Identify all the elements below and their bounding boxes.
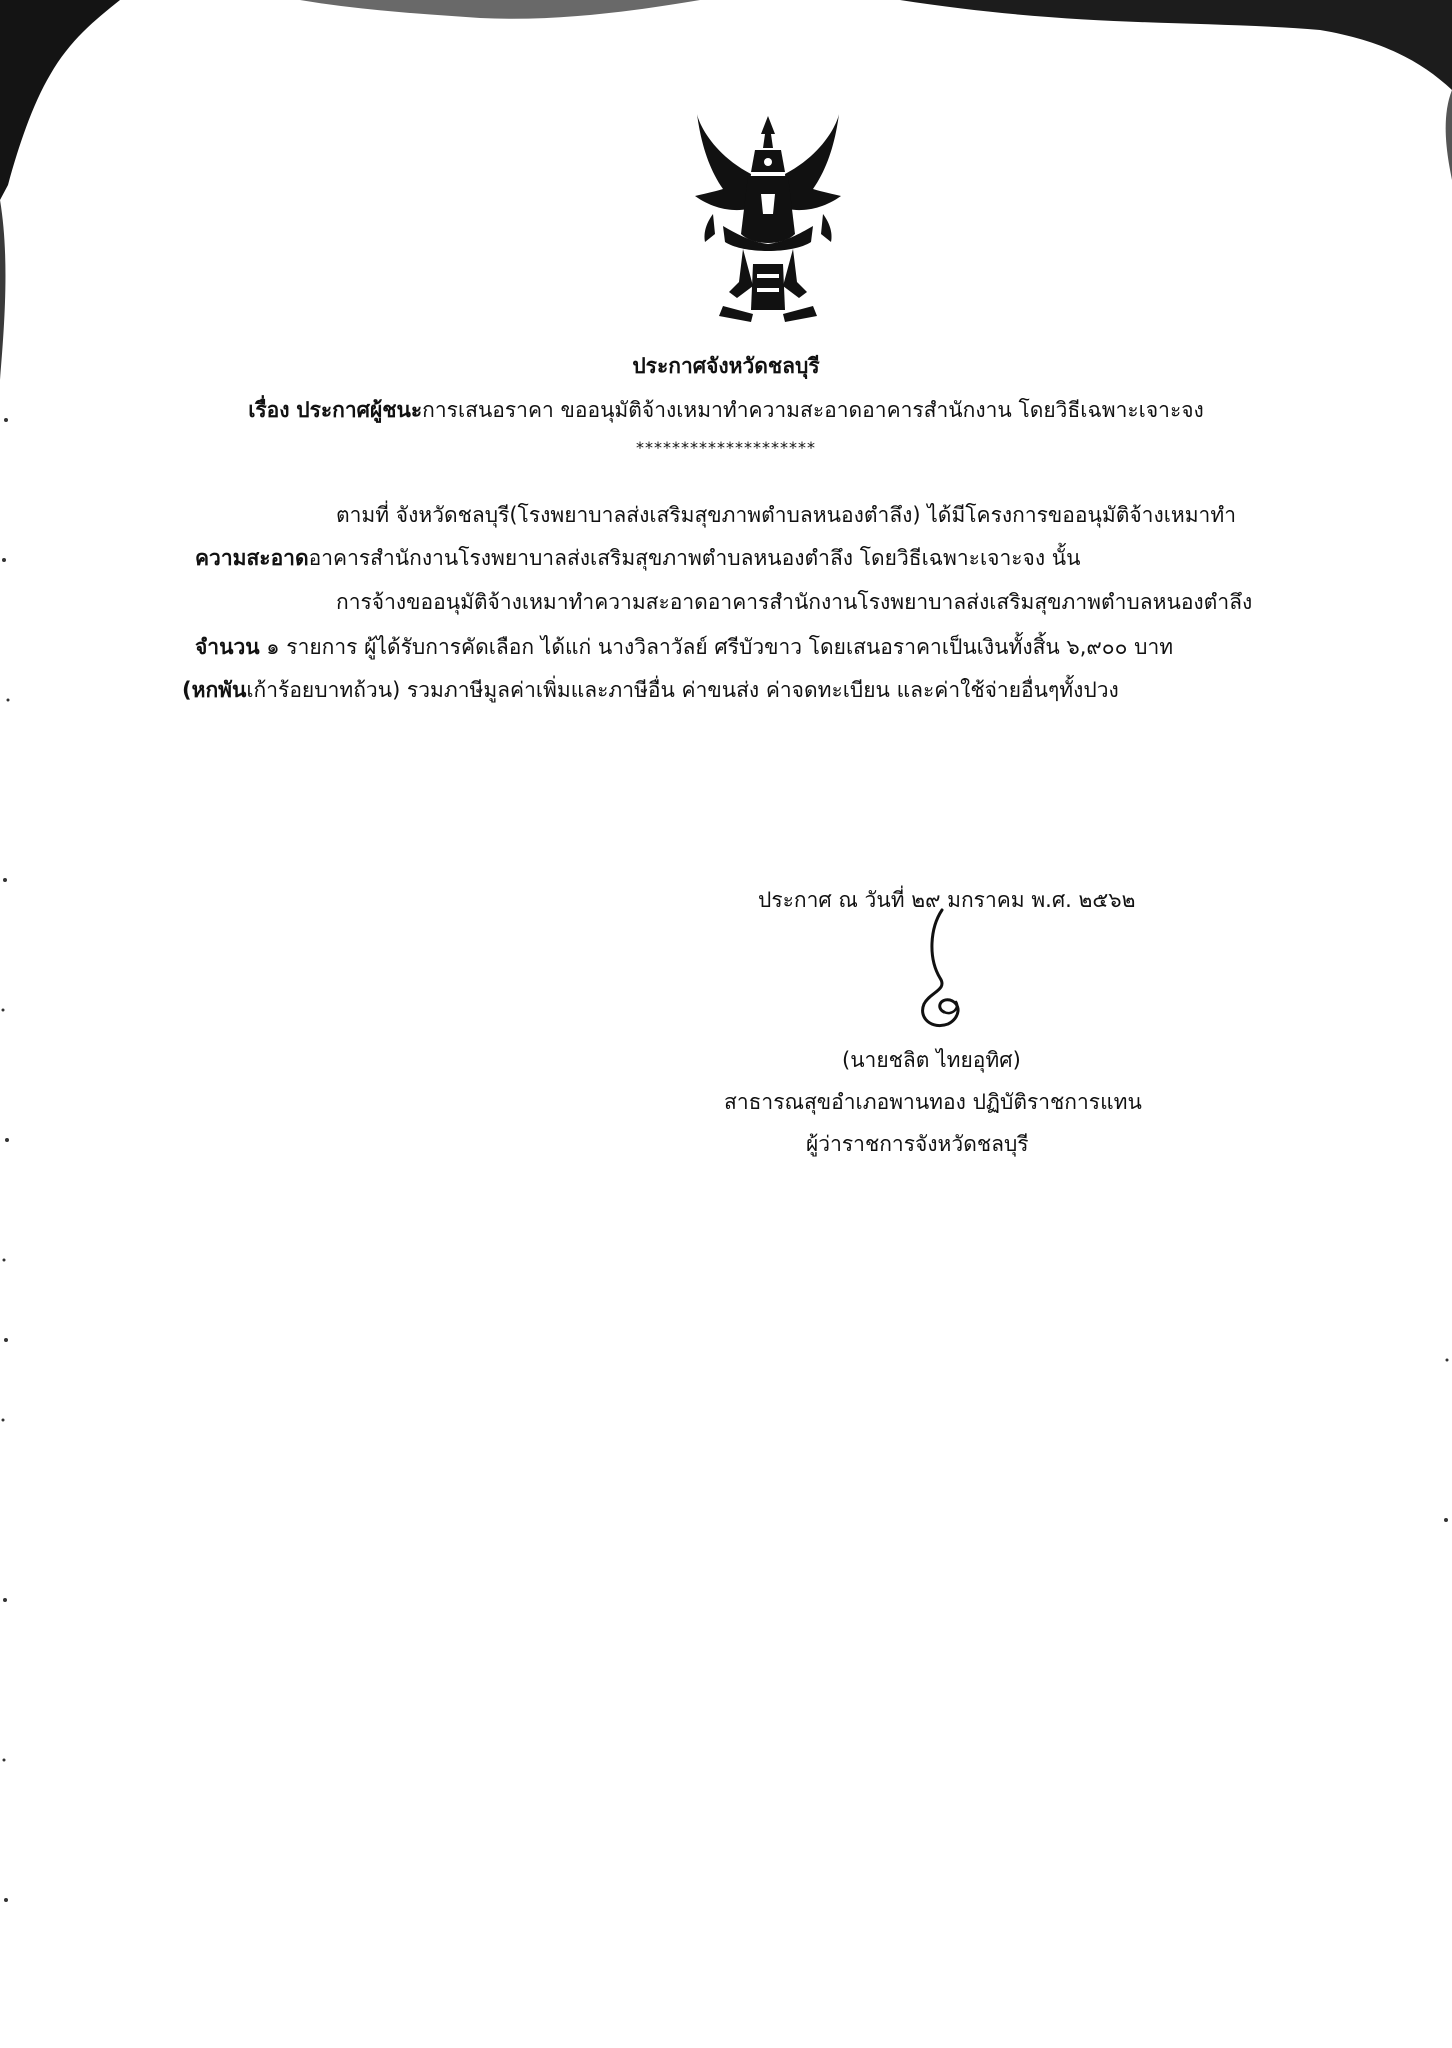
- subject-text: การเสนอราคา ขออนุมัติจ้างเหมาทำความสะอาดอาคารสำนักงาน โดยวิธีเฉพาะเจาะจง: [422, 398, 1204, 422]
- separator-stars: ********************: [636, 438, 816, 457]
- handwritten-signature: [900, 908, 990, 1038]
- signer-position: สาธารณสุขอำเภอพานทอง ปฏิบัติราชการแทน: [724, 1090, 1142, 1114]
- announcement-date: ประกาศ ณ วันที่ ๒๙ มกราคม พ.ศ. ๒๕๖๒: [758, 888, 1136, 912]
- subject-bold: ประกาศผู้ชนะ: [296, 398, 423, 422]
- paragraph1-line2-bold: ความสะอาด: [195, 546, 309, 570]
- document-title: ประกาศจังหวัดชลบุรี: [632, 354, 820, 378]
- garuda-emblem-icon: [693, 114, 843, 324]
- paragraph1-line2-rest: อาคารสำนักงานโรงพยาบาลส่งเสริมสุขภาพตำบลหนองตำลึง โดยวิธีเฉพาะเจาะจง นั้น: [308, 546, 1081, 570]
- paragraph2-line2-bold: จำนวน: [195, 635, 260, 659]
- paragraph2-line1: การจ้างขออนุมัติจ้างเหมาทำความสะอาดอาคารสำนักงานโรงพยาบาลส่งเสริมสุขภาพตำบลหนองตำลึง: [336, 590, 1253, 614]
- subject-label: เรื่อง: [248, 398, 290, 422]
- paragraph2-line2: [195, 632, 1173, 662]
- paragraph2-line3: [182, 675, 1119, 705]
- signer-on-behalf: ผู้ว่าราชการจังหวัดชลบุรี: [806, 1132, 1029, 1156]
- document-subject: [0, 394, 1452, 427]
- paragraph1-line2: [195, 543, 1080, 573]
- paragraph2-line3-bold: (หกพัน: [182, 678, 247, 702]
- paragraph1-line1: ตามที่ จังหวัดชลบุรี(โรงพยาบาลส่งเสริมสุขภาพตำบลหนองตำลึง) ได้มีโครงการขออนุมัติจ้างเหมาทำ: [336, 503, 1236, 527]
- signer-name: (นายชลิต ไทยอุทิศ): [842, 1048, 1021, 1072]
- paragraph2-line2-rest: ๑ รายการ ผู้ได้รับการคัดเลือก ได้แก่ นางวิลาวัลย์ ศรีบัวขาว โดยเสนอราคาเป็นเงินทั้งสิ้น ๖,๙๐๐ บาท: [259, 635, 1174, 659]
- paragraph2-line3-rest: เก้าร้อยบาทถ้วน) รวมภาษีมูลค่าเพิ่มและภาษีอื่น ค่าขนส่ง ค่าจดทะเบียน และค่าใช้จ่ายอื่นๆทั้งปวง: [246, 678, 1119, 702]
